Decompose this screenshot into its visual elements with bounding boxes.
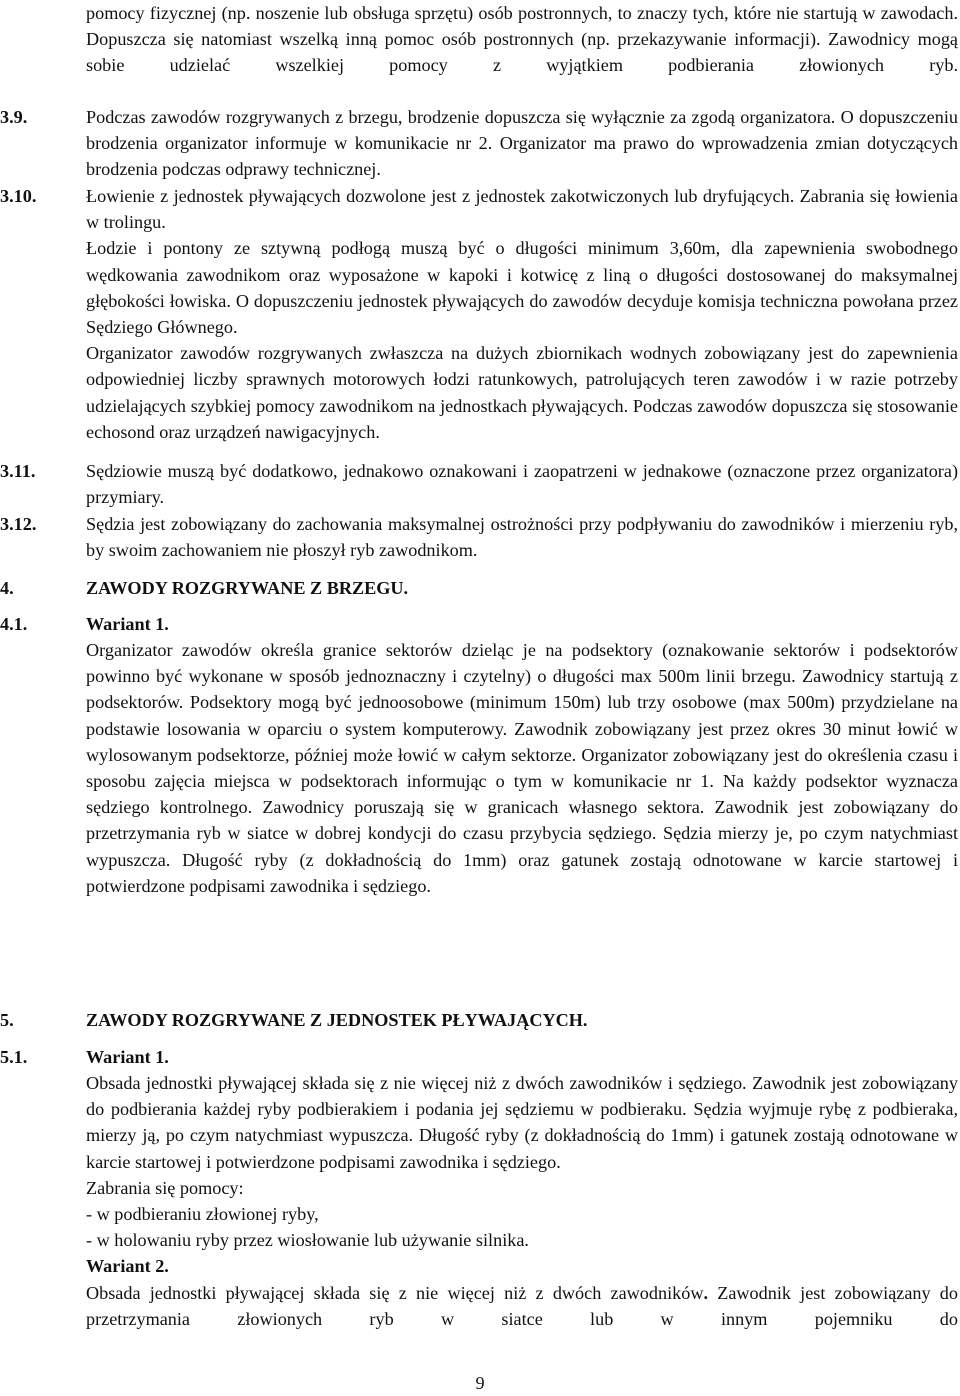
section-text: Sędzia jest zobowiązany do zachowania maksymalnej ostrożności przy podpływaniu do zawodników i mierzeniu ryb, by swoim zachowaniem nie płoszył ryb zawodnikom.: [86, 514, 958, 561]
section-number: 3.12.: [0, 514, 37, 534]
variant-text-part: Zawodnik jest zobowiązany do przetrzymania złowionych ryb w siatce lub w innym pojemniku do: [86, 1282, 958, 1329]
chapter-number: 4.: [0, 578, 14, 598]
variant-title: Wariant 2.: [86, 1256, 169, 1277]
section-text: Sędziowie muszą być dodatkowo, jednakowo oznakowani i zaopatrzeni w jednakowe (oznaczone przez organizatora) przymiary.: [86, 461, 958, 508]
section-text: Obsada jednostki pływającej składa się z nie więcej niż z dwóch zawodników i sędziego. Zawodnik jest zobowiązany do podbierania każdej ryby podbierakiem i podania jej sędziemu w podbieraku. Sędzia wyjmuje rybę z podbieraka, mierzy ją, po czym natychmiast wypuszcza. Długość ryby (z dokładnością do 1mm) i gatunek zostają odnotowane w karcie startowej i potwierdzone podpisami zawodnika i sędziego.: [86, 1073, 958, 1172]
section-text: Organizator zawodów określa granice sektorów dzieląc je na podsektory (oznakowanie sektorów i podsektorów powinno być wykonane w sposób jednoznaczny i czytelny) o długości max 500m linii brzegu. Zawodnicy startują z podsektorów. Podsektory mogą być jednoosobowe (minimum 150m) lub trzy osobowe (max 500m) przydzielane na podstawie losowania w oparciu o system komputerowy. Zawodnik zobowiązany jest przez okres 30 minut łowić w wylosowanym podsektorze, później może łowić w całym sektorze. Organizator zobowiązany jest do określenia czasu i sposobu zajęcia miejsca w podsektorach informując o tym w komunikacie nr 1. Na każdy podsektor wyznacza sędziego kontrolnego. Zawodnicy poruszają się w granicach własnego sektora. Zawodnik jest zobowiązany do przetrzymania ryb w siatce w dobrej kondycji do czasu przybycia sędziego. Sędzia mierzy je, po czym natychmiast wypuszcza. Długość ryby (z dokładnością do 1mm) oraz gatunek zostają odnotowane w karcie startowej i potwierdzone podpisami zawodnika i sędziego.: [86, 640, 958, 896]
section-number: 3.9.: [0, 107, 28, 127]
section-number: 5.1.: [0, 1047, 28, 1067]
prohibition-heading: Zabrania się pomocy:: [86, 1177, 244, 1198]
variant-text-part: Obsada jednostki pływającej składa się z nie więcej niż z dwóch zawodników: [86, 1282, 704, 1303]
intro-text: pomocy fizycznej (np. noszenie lub obsługa sprzętu) osób postronnych, to znaczy tych, które nie startują w zawodach. Dopuszcza się natomiast wszelką inną pomoc osób postronnych (np. przekazywanie informacji). Zawodnicy mogą sobie udzielać wszelkiej pomocy z wyjątkiem podbierania złowionych ryb.: [86, 3, 958, 76]
section-paragraph: Organizator zawodów rozgrywanych zwłaszcza na dużych zbiornikach wodnych zobowiązany jest do zapewnienia odpowiedniej liczby sprawnych motorowych łodzi ratunkowych, patrolujących teren zawodów i w razie potrzeby udzielających szybkiej pomocy zawodnikom na jednostkach pływających. Podczas zawodów dopuszcza się stosowanie echosond oraz urządzeń nawigacyjnych.: [86, 343, 958, 442]
list-item: - w podbieraniu złowionej ryby,: [86, 1204, 319, 1225]
variant-text-dot: .: [703, 1282, 709, 1303]
section-number: 4.1.: [0, 614, 28, 634]
section-paragraph: Łodzie i pontony ze sztywną podłogą muszą być o długości minimum 3,60m, dla zapewnienia swobodnego wędkowania zawodnikom oraz wyposażone w kapoki i kotwicę z liną o długości dostosowanej do maksymalnej głębokości łowiska. O dopuszczeniu jednostek pływających do zawodów decyduje komisja techniczna powołana przez Sędziego Głównego.: [86, 238, 958, 338]
section-title: Wariant 1.: [86, 614, 169, 634]
variant-text: [86, 1280, 958, 1332]
chapter-title: ZAWODY ROZGRYWANE Z BRZEGU.: [86, 578, 409, 598]
list-item: - w holowaniu ryby przez wiosłowanie lub używanie silnika.: [86, 1230, 529, 1251]
section-number: 3.10.: [0, 186, 37, 206]
intro-paragraph: [86, 0, 958, 104]
chapter-number: 5.: [0, 1010, 14, 1030]
section-text: Podczas zawodów rozgrywanych z brzegu, brodzenie dopuszcza się wyłącznie za zgodą organizatora. O dopuszczeniu brodzenia organizator informuje w komunikacie nr 2. Organizator ma prawo do wprowadzenia zmian dotyczących brodzenia podczas odprawy technicznej.: [86, 107, 958, 180]
section-number: 3.11.: [0, 461, 36, 481]
page-number: 9: [475, 1373, 485, 1393]
section-title: Wariant 1.: [86, 1047, 169, 1067]
chapter-title: ZAWODY ROZGRYWANE Z JEDNOSTEK PŁYWAJĄCYCH.: [86, 1010, 588, 1030]
section-paragraph: Łowienie z jednostek pływających dozwolone jest z jednostek zakotwiczonych lub dryfujących. Zabrania się łowienia w trolingu.: [86, 186, 958, 233]
